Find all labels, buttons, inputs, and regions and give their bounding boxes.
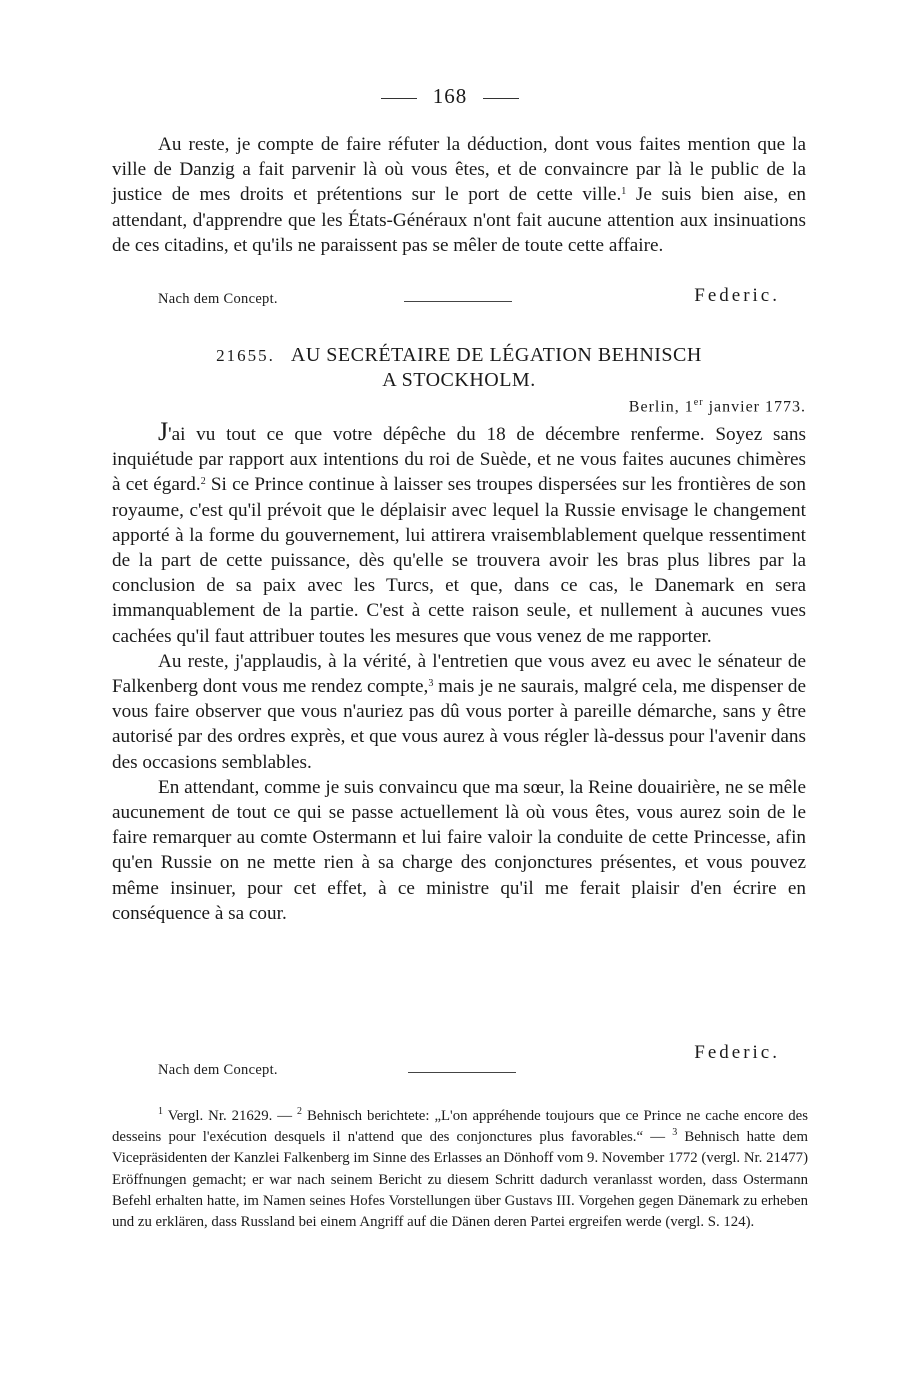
- letter-1-body: [112, 132, 806, 258]
- footnote-ref-1: 1: [621, 186, 627, 198]
- letter-2-source: Nach dem Concept.: [158, 1062, 278, 1078]
- letter-2-body: [112, 419, 806, 926]
- page-number-line: [0, 84, 900, 109]
- footnote-ref-3: 3: [428, 678, 434, 690]
- footnotes: [112, 1106, 808, 1233]
- date-rest: janvier 1773.: [703, 398, 806, 416]
- footnote-mark-3: 3: [672, 1127, 678, 1139]
- letter-2-p2-b: mais je ne saurais, malgré cela, me dispenser de vous faire observer que vous n'auriez pas dû vous porter à pareille démarche, sans y être autorisé par des ordres exprès, et que vous aurez à vous régler là-dessus pour l'avenir dans des occasions semblables.: [112, 676, 806, 773]
- footnote-mark-1: 1: [158, 1106, 163, 1117]
- letter-2-dateline: [629, 397, 806, 416]
- letter-2-p1-b: Si ce Prince continue à laisser ses troupes dispersées sur les frontières de son royaume, c'est qu'il prévoit que le déplaisir avec lequel la Russie envisage le changement apporté à la forme du gouvernement, lui attirera vraisemblablement quelque ressentiment de la part de cette puissance, dès qu'elle se trouvera avoir les bras plus libres par la conclusion de sa paix avec les Turcs, et que, dans ce cas, le Danemark en sera immanquablement de la partie. C'est à cette raison seule, et nullement à aucunes vues cachées qu'il faut attribuer toutes les mesures que vous venez de me rapporter.: [112, 474, 806, 647]
- letter-2-closing: [112, 1056, 806, 1084]
- letter-2-initial: J: [158, 417, 169, 446]
- date-place: Berlin,: [628, 398, 680, 416]
- letter-2-divider: [408, 1072, 516, 1073]
- letter-2-heading: [112, 343, 806, 392]
- letter-1-text-a: Au reste, je compte de faire réfuter la déduction, dont vous faites mention que la ville de Danzig a fait parvenir là où vous êtes, et de convaincre par là le public de la justice de mes droits et prétentions sur le port de cette ville.: [112, 134, 806, 206]
- letter-2-paragraph-1: [112, 419, 806, 649]
- letter-2-title-line-2: A STOCKHOLM.: [382, 369, 536, 391]
- letter-1-divider: [404, 301, 512, 302]
- letter-2-paragraph-3: En attendant, comme je suis convaincu que ma sœur, la Reine douairière, ne se mêle aucunement de tout ce qui se passe actuellement là où vous êtes, vous aurez soin de le faire remarquer au comte Ostermann et lui faire valoir la conduite de cette Princesse, afin qu'en Russie on ne mette rien à sa charge des conjonctures présentes, et vous pouvez même insinuer, pour cet effet, à ce ministre qu'il me ferait plaisir d'en écrire en conséquence à sa cour.: [112, 776, 806, 924]
- letter-2-paragraph-2: [112, 649, 806, 775]
- date-day: 1: [684, 398, 694, 416]
- letter-1-text-b: Je suis bien aise, en attendant, d'apprendre que les États-Généraux n'ont fait aucune attention aux insinuations de ces citadins, et qu'ils ne paraissent pas se mêler de toute cette affaire.: [112, 184, 806, 256]
- footnote-2: Behnisch berichtete: „L'on appréhende toujours que ce Prince ne cache encore des desseins pour l'exécution desquels il n'attend que des conjonctures plus favorables.“ —: [112, 1108, 809, 1146]
- letter-1-source: Nach dem Concept.: [158, 291, 278, 307]
- letter-number: 21655.: [216, 346, 275, 365]
- letter-1-signature: Federic.: [694, 285, 780, 306]
- footnote-3: Behnisch hatte dem Vicepräsidenten der Kanzlei Falkenberg im Sinne des Erlasses an Dönhoff vom 9. November 1772 (vergl. Nr. 21477) Eröffnungen gemacht; er war nach seinem Bericht zu diesem Schritt dadurch veranlasst worden, dass Ostermann Befehl erhalten hatte, im Namen seines Hofes Vorstellungen über Gustavs III. Vorgehen gegen Dänemark zu erheben und zu erklären, dass Russland bei einem Angriff auf die Dänen deren Partei ergreifen werde (vergl. S. 124).: [112, 1129, 808, 1231]
- letter-2-p1-a: 'ai vu tout ce que votre dépêche du 18 de décembre renferme. Soyez sans inquiétude par rapport aux intentions du roi de Suède, et ne vous faites aucunes chimères à cet égard.: [112, 424, 806, 496]
- footnote-mark-2: 2: [297, 1106, 303, 1117]
- letter-2-p2-a: Au reste, j'applaudis, à la vérité, à l'entretien que vous avez eu avec le sénateur de Falkenberg dont vous me rendez compte,: [112, 650, 806, 698]
- page-number-dash-right: [483, 98, 519, 99]
- footnote-ref-2: 2: [200, 476, 206, 488]
- page-number-dash-left: [381, 98, 417, 99]
- page-number: 168: [432, 84, 468, 108]
- letter-2-title-line-1: AU SECRÉTAIRE DE LÉGATION BEHNISCH: [290, 344, 702, 366]
- letter-1-paragraph: [112, 132, 806, 258]
- letter-2-heading-line-1: [112, 343, 806, 368]
- footnote-1: Vergl. Nr. 21629. —: [163, 1108, 298, 1124]
- letter-2-signature: Federic.: [694, 1042, 780, 1063]
- letter-1-closing: [112, 285, 806, 313]
- date-day-sup: er: [693, 397, 704, 408]
